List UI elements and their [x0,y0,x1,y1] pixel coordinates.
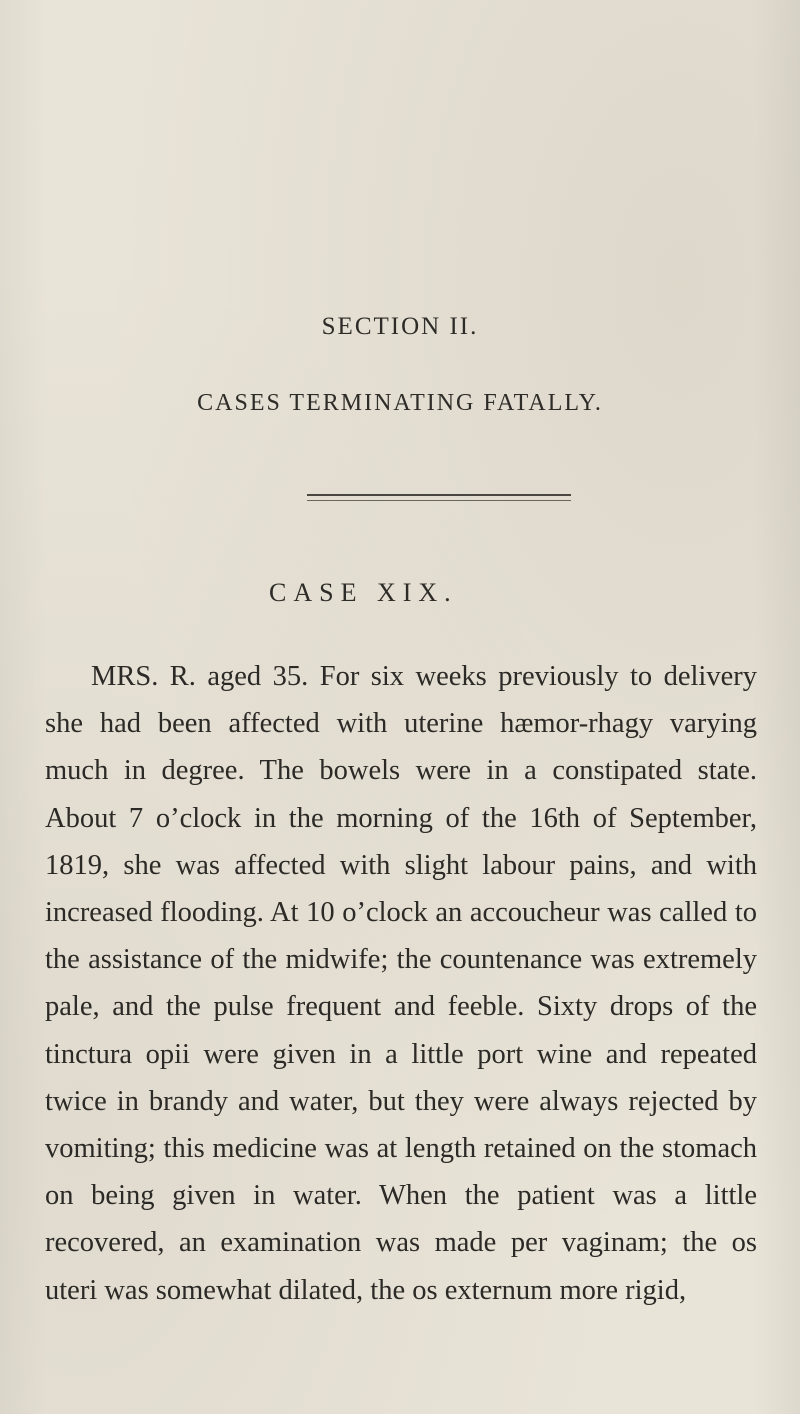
body-text [45,653,757,1314]
section-subheading: CASES TERMINATING FATALLY. [197,390,603,416]
body-paragraph: MRS. R. aged 35. For six weeks previously to delivery she had been affected with uterine hæmor-rhagy varying much in degree. The bowels were in a constipated state. About 7 o’clock in the morning of the 16th of September, 1819, she was affected with slight labour pains, and with increased flooding. At 10 o’clock an accoucheur was called to the assistance of the midwife; the countenance was extremely pale, and the pulse frequent and feeble. Sixty drops of the tinctura opii were given in a little port wine and repeated twice in brandy and water, but they were always rejected by vomiting; this medicine was at length retained on the stomach on being given in water. When the patient was a little recovered, an examination was made per vaginam; the os uteri was somewhat dilated, the os externum more rigid, [45,661,757,1306]
heading-divider [307,494,571,496]
section-heading: SECTION II. [321,313,479,340]
heading-divider-thin [307,500,571,501]
case-heading: CASE XIX. [269,578,458,607]
